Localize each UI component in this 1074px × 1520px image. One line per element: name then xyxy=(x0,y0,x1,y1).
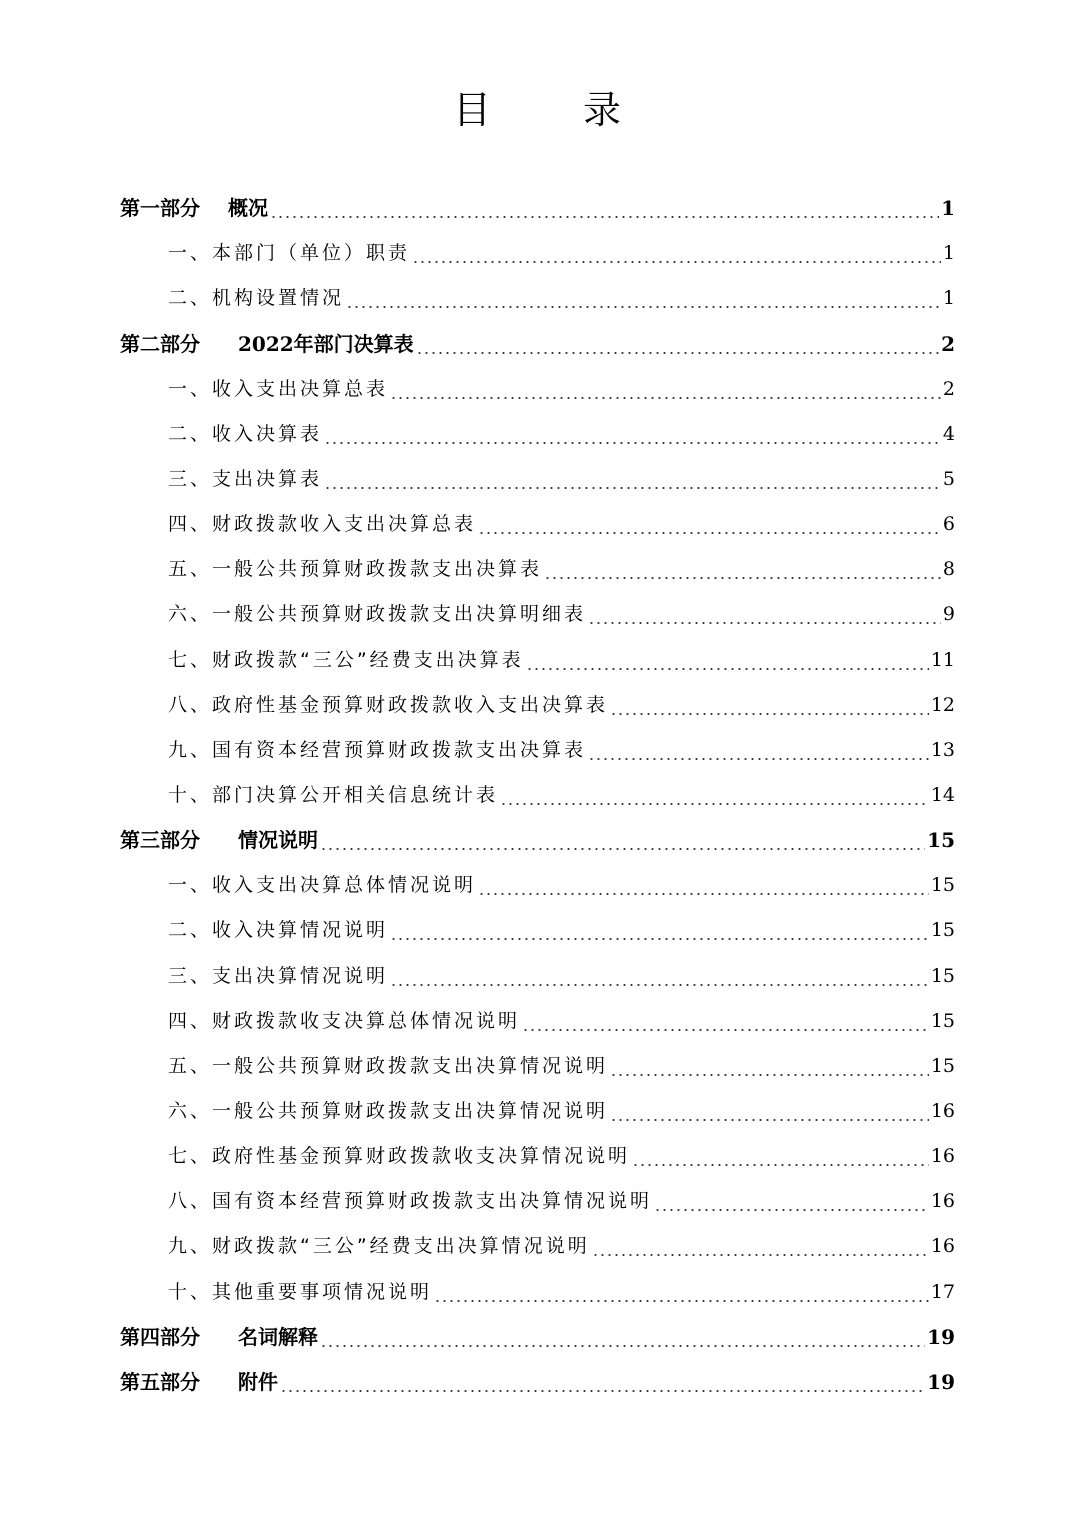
toc-section-entry[interactable] xyxy=(120,953,955,998)
toc-entry-label xyxy=(168,908,388,953)
toc-entry-text: 一、收入支出决算总表 xyxy=(168,377,389,400)
toc-entry-label xyxy=(168,1179,652,1224)
toc-page-number: 15 xyxy=(927,828,955,853)
toc-entry-text: 三、支出决算情况说明 xyxy=(168,964,389,987)
dot-leader xyxy=(478,892,929,896)
toc-entry-label xyxy=(168,1134,630,1179)
dot-leader xyxy=(588,757,929,761)
dot-leader xyxy=(346,305,941,309)
toc-page-number: 2 xyxy=(941,331,955,356)
toc-entry-text: 七、财政拨款“三公”经费支出决算表 xyxy=(168,648,524,671)
toc-section-entry[interactable] xyxy=(120,502,955,547)
dot-leader xyxy=(632,1163,929,1167)
toc-section-entry[interactable] xyxy=(120,457,955,502)
toc-entry-text: 五、一般公共预算财政拨款支出决算情况说明 xyxy=(168,1054,609,1077)
toc-entry-text: 一、本部门（单位）职责 xyxy=(168,242,411,265)
toc-page-number: 8 xyxy=(942,558,955,581)
toc-entry-text: 二、收入决算表 xyxy=(168,422,323,445)
dot-leader xyxy=(592,1253,929,1257)
toc-page-number: 16 xyxy=(930,1099,955,1122)
toc-entry-text: 十、部门决算公开相关信息统计表 xyxy=(168,783,499,806)
toc-entry-label xyxy=(120,1360,278,1405)
dot-leader xyxy=(588,621,941,625)
toc-part-entry[interactable] xyxy=(120,818,955,863)
toc-page-number: 2 xyxy=(942,377,955,400)
dot-leader xyxy=(390,396,941,400)
toc-section-entry[interactable] xyxy=(120,367,955,412)
toc-entry-label xyxy=(120,186,268,231)
dot-leader xyxy=(270,215,939,219)
toc-page-number: 1 xyxy=(942,287,955,310)
dot-leader xyxy=(544,576,941,580)
dot-leader xyxy=(522,1028,929,1032)
dot-leader xyxy=(390,983,929,987)
toc-page-number: 13 xyxy=(930,738,955,761)
toc-page-number: 1 xyxy=(941,196,955,221)
toc-entry-label xyxy=(168,999,520,1044)
toc-part-number: 第三部分 xyxy=(120,828,200,853)
toc-entry-text: 八、国有资本经营预算财政拨款支出决算情况说明 xyxy=(168,1190,653,1213)
toc-page-number: 15 xyxy=(930,1054,955,1077)
toc-page-number: 15 xyxy=(930,964,955,987)
toc-entry-label xyxy=(168,1044,608,1089)
toc-page-number: 6 xyxy=(942,513,955,536)
toc-part-entry[interactable] xyxy=(120,1360,955,1405)
toc-entry-label xyxy=(168,728,586,773)
toc-section-entry[interactable] xyxy=(120,637,955,682)
toc-section-entry[interactable] xyxy=(120,1089,955,1134)
toc-page-number: 15 xyxy=(930,919,955,942)
toc-page-number: 15 xyxy=(930,1009,955,1032)
dot-leader xyxy=(610,712,929,716)
toc-entry-label xyxy=(168,592,586,637)
toc-entry-label xyxy=(168,367,388,412)
toc-section-entry[interactable] xyxy=(120,276,955,321)
toc-entry-text: 六、一般公共预算财政拨款支出决算情况说明 xyxy=(168,1099,609,1122)
dot-leader xyxy=(412,260,941,264)
toc-section-entry[interactable] xyxy=(120,683,955,728)
dot-leader xyxy=(610,1118,929,1122)
toc-section-entry[interactable] xyxy=(120,728,955,773)
toc-entry-text: 七、政府性基金预算财政拨款收支决算情况说明 xyxy=(168,1145,631,1168)
dot-leader xyxy=(610,1073,929,1077)
dot-leader xyxy=(526,667,929,671)
toc-entry-label xyxy=(168,412,322,457)
toc-page-number: 9 xyxy=(942,603,955,626)
dot-leader xyxy=(478,531,941,535)
toc-page-number: 16 xyxy=(930,1190,955,1213)
toc-section-entry[interactable] xyxy=(120,773,955,818)
toc-page-number: 16 xyxy=(930,1235,955,1258)
dot-leader xyxy=(324,486,941,490)
toc-part-number: 第二部分 xyxy=(120,331,200,356)
toc-entry-text: 二、机构设置情况 xyxy=(168,287,345,310)
toc-entry-text: 十、其他重要事项情况说明 xyxy=(168,1280,433,1303)
toc-entry-text: 八、政府性基金预算财政拨款收入支出决算表 xyxy=(168,693,609,716)
toc-entry-label xyxy=(168,773,498,818)
toc-page-number: 15 xyxy=(930,874,955,897)
dot-leader xyxy=(500,802,929,806)
toc-section-entry[interactable] xyxy=(120,1179,955,1224)
dot-leader xyxy=(280,1389,925,1393)
toc-section-entry[interactable] xyxy=(120,863,955,908)
toc-entry-text: 四、财政拨款收入支出决算总表 xyxy=(168,513,477,536)
toc-entry-label xyxy=(168,457,322,502)
toc-page-number: 11 xyxy=(930,648,955,671)
toc-entry-label xyxy=(168,1089,608,1134)
toc-part-number: 第一部分 xyxy=(120,196,200,221)
toc-section-entry[interactable] xyxy=(120,592,955,637)
toc-page-number: 16 xyxy=(930,1145,955,1168)
toc-section-entry[interactable] xyxy=(120,908,955,953)
toc-section-entry[interactable] xyxy=(120,1224,955,1269)
toc-part-number: 第四部分 xyxy=(120,1324,200,1349)
toc-page-number: 14 xyxy=(930,783,955,806)
dot-leader xyxy=(320,1344,925,1348)
table-of-contents xyxy=(120,186,955,1405)
toc-section-entry[interactable] xyxy=(120,999,955,1044)
toc-section-entry[interactable] xyxy=(120,1134,955,1179)
toc-section-entry[interactable] xyxy=(120,1269,955,1314)
dot-leader xyxy=(324,441,941,445)
toc-page-number: 4 xyxy=(942,422,955,445)
toc-page-number: 1 xyxy=(942,242,955,265)
toc-entry-text: 三、支出决算表 xyxy=(168,467,323,490)
toc-entry-label xyxy=(168,547,542,592)
toc-section-entry[interactable] xyxy=(120,1044,955,1089)
toc-entry-label xyxy=(120,322,414,367)
toc-part-entry[interactable] xyxy=(120,186,955,231)
toc-entry-text: 五、一般公共预算财政拨款支出决算表 xyxy=(168,558,543,581)
toc-part-number: 第五部分 xyxy=(120,1369,200,1394)
toc-page-number: 19 xyxy=(927,1324,955,1349)
toc-page-number: 17 xyxy=(930,1280,955,1303)
toc-entry-text: 附件 xyxy=(238,1369,278,1394)
toc-entry-text: 九、财政拨款“三公”经费支出决算情况说明 xyxy=(168,1235,590,1258)
toc-entry-text: 一、收入支出决算总体情况说明 xyxy=(168,874,477,897)
toc-section-entry[interactable] xyxy=(120,547,955,592)
dot-leader xyxy=(320,847,925,851)
toc-entry-label xyxy=(168,276,344,321)
toc-entry-label xyxy=(168,1270,432,1315)
dot-leader xyxy=(390,937,929,941)
toc-entry-label xyxy=(168,863,476,908)
toc-entry-label xyxy=(168,231,410,276)
dot-leader xyxy=(416,351,939,355)
toc-part-entry[interactable] xyxy=(120,1315,955,1360)
toc-entry-label xyxy=(120,1315,318,1360)
toc-page-number: 19 xyxy=(927,1369,955,1394)
page-title: 目 录 xyxy=(452,88,662,132)
dot-leader xyxy=(434,1299,929,1303)
toc-page-number: 12 xyxy=(930,693,955,716)
toc-entry-text: 二、收入决算情况说明 xyxy=(168,919,389,942)
toc-entry-text: 四、财政拨款收支决算总体情况说明 xyxy=(168,1009,521,1032)
toc-entry-text: 2022年部门决算表 xyxy=(238,331,414,356)
toc-section-entry[interactable] xyxy=(120,412,955,457)
toc-entry-label xyxy=(168,1224,590,1269)
toc-section-entry[interactable] xyxy=(120,231,955,276)
dot-leader xyxy=(654,1208,929,1212)
toc-entry-label xyxy=(168,638,524,683)
toc-entry-label xyxy=(168,954,388,999)
toc-entry-label xyxy=(120,818,318,863)
toc-entry-text: 概况 xyxy=(228,196,268,221)
toc-part-entry[interactable] xyxy=(120,321,955,366)
toc-page-number: 5 xyxy=(942,467,955,490)
toc-entry-text: 名词解释 xyxy=(238,1324,318,1349)
toc-entry-text: 九、国有资本经营预算财政拨款支出决算表 xyxy=(168,738,587,761)
toc-entry-text: 六、一般公共预算财政拨款支出决算明细表 xyxy=(168,603,587,626)
toc-entry-text: 情况说明 xyxy=(238,828,318,853)
toc-entry-label xyxy=(168,683,608,728)
toc-entry-label xyxy=(168,502,476,547)
